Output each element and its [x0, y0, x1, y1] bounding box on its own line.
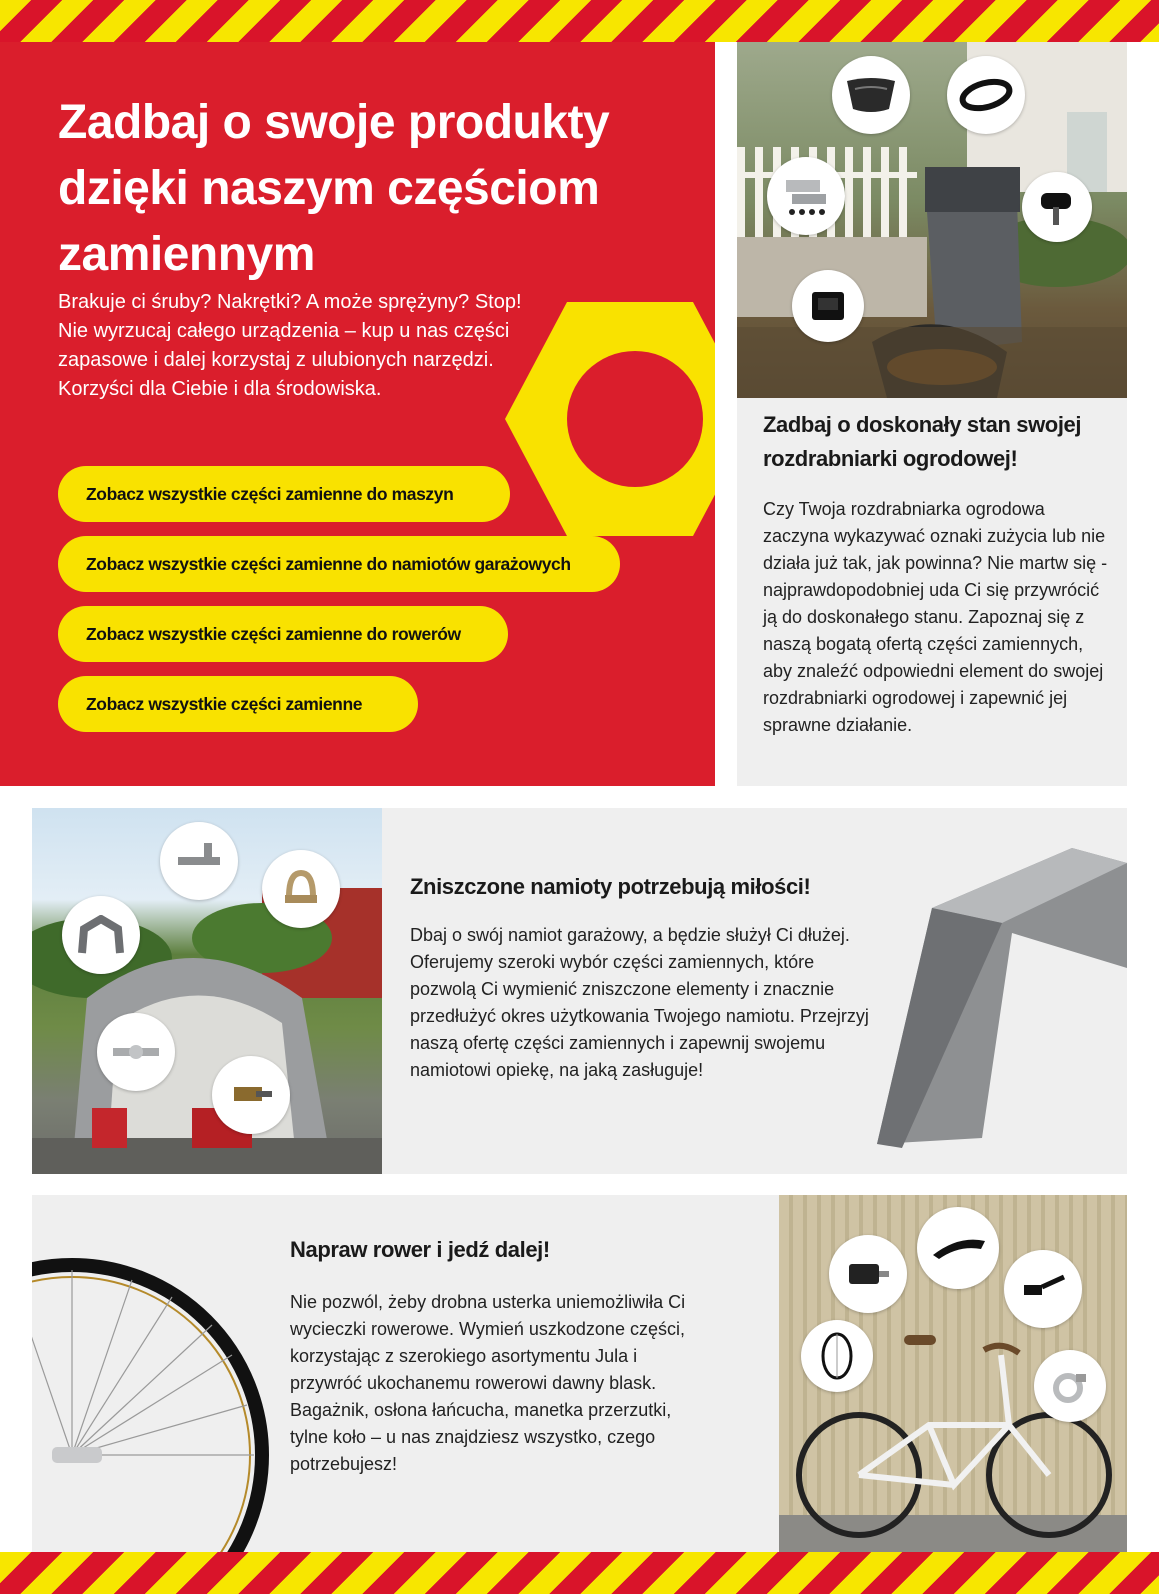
tent-title: Zniszczone namioty potrzebują miłości! [410, 874, 811, 899]
tent-panel [32, 808, 1127, 1174]
tent-text: Dbaj o swój namiot garażowy, a będzie służył Ci dłużej. Oferujemy szeroki wybór części zamiennych, które pozwolą Ci wymienić zniszczone elementy i znacznie przedłużyć okres użytkowania Twojego namiotu. Przejrzyj naszą ofertę części zamiennych i zapewnij swojemu namiotowi opiekę, na jaką zasługuje! [410, 925, 869, 1080]
bike-photo [779, 1195, 1127, 1552]
hero-title: Zadbaj o swoje produkty dzięki naszym częściom zamiennym [58, 96, 610, 281]
hero-lead: Brakuje ci śruby? Nakrętki? A może sprężyny? Stop! Nie wyrzucaj całego urządzenia – kup u nas części zapasowe i dalej korzystaj z ulubionych narzędzi. Korzyści dla Ciebie i dla środowiska. [58, 291, 522, 400]
shredder-title: Zadbaj o doskonały stan swojej rozdrabniarki ogrodowej! [763, 412, 1082, 471]
ratchet-strap-icon [212, 1056, 290, 1134]
bike-panel [32, 1195, 1127, 1552]
seat-clamp-icon [1034, 1350, 1106, 1422]
spare-parts-machines-label: Zobacz wszystkie części zamienne do maszyn [86, 483, 454, 504]
tent-frame-icon [62, 896, 140, 974]
shredder-bag-icon [832, 56, 910, 134]
spare-parts-machines-button[interactable] [58, 466, 510, 522]
pedal-icon [829, 1235, 907, 1313]
spare-parts-garage-tents-button[interactable] [58, 536, 620, 592]
all-spare-parts-label: Zobacz wszystkie części zamienne [86, 693, 363, 714]
bottom-stripe-border [0, 1552, 1159, 1594]
cross-connector-icon [97, 1013, 175, 1091]
tent-photo [32, 808, 382, 1174]
switch-icon [792, 270, 864, 342]
shredder-card [737, 398, 1127, 786]
tent-frame-illustration [862, 838, 1127, 1158]
chain-guard-icon [917, 1207, 999, 1289]
spare-parts-bikes-button[interactable] [58, 606, 508, 662]
top-stripe-border [0, 0, 1159, 42]
spare-parts-garage-tents-label: Zobacz wszystkie części zamienne do namiotów garażowych [86, 553, 571, 574]
shredder-text: Czy Twoja rozdrabniarka ogrodowa zaczyna wykazywać oznaki zużycia lub nie działa już tak, jak powinna? Nie martw się - najprawdopodobniej uda Ci się przywrócić ją do doskonałego stanu. Zapoznaj się z naszą bogatą ofertą części zamiennych, aby znaleźć odpowiedni element do swojej rozdrabniarki ogrodowej i zapewnić jej sprawne działanie. [763, 499, 1108, 735]
drive-belt-icon [947, 56, 1025, 134]
blade-set-icon [767, 157, 845, 235]
hero-panel [0, 42, 715, 786]
bike-title: Napraw rower i jedź dalej! [290, 1237, 550, 1262]
wheel-icon [801, 1320, 873, 1392]
all-spare-parts-button[interactable] [58, 676, 418, 732]
tee-connector-icon [160, 822, 238, 900]
shredder-photo [737, 42, 1127, 398]
knob-icon [1022, 172, 1092, 242]
hex-nut-icon [505, 294, 715, 544]
spare-parts-bikes-label: Zobacz wszystkie części zamienne do rowerów [86, 623, 461, 644]
wire-clamp-icon [262, 850, 340, 928]
bike-wheel-illustration [32, 1225, 282, 1552]
bike-text: Nie pozwól, żeby drobna usterka uniemożliwiła Ci wycieczki rowerowe. Wymień uszkodzone części, korzystając z szerokiego asortymentu Jula i przywróć ukochanemu rowerowi dawny blask. Bagażnik, osłona łańcucha, manetka przerzutki, tylne koło – u nas znajdziesz wszystko, czego potrzebujesz! [290, 1292, 686, 1474]
brake-lever-icon [1004, 1250, 1082, 1328]
